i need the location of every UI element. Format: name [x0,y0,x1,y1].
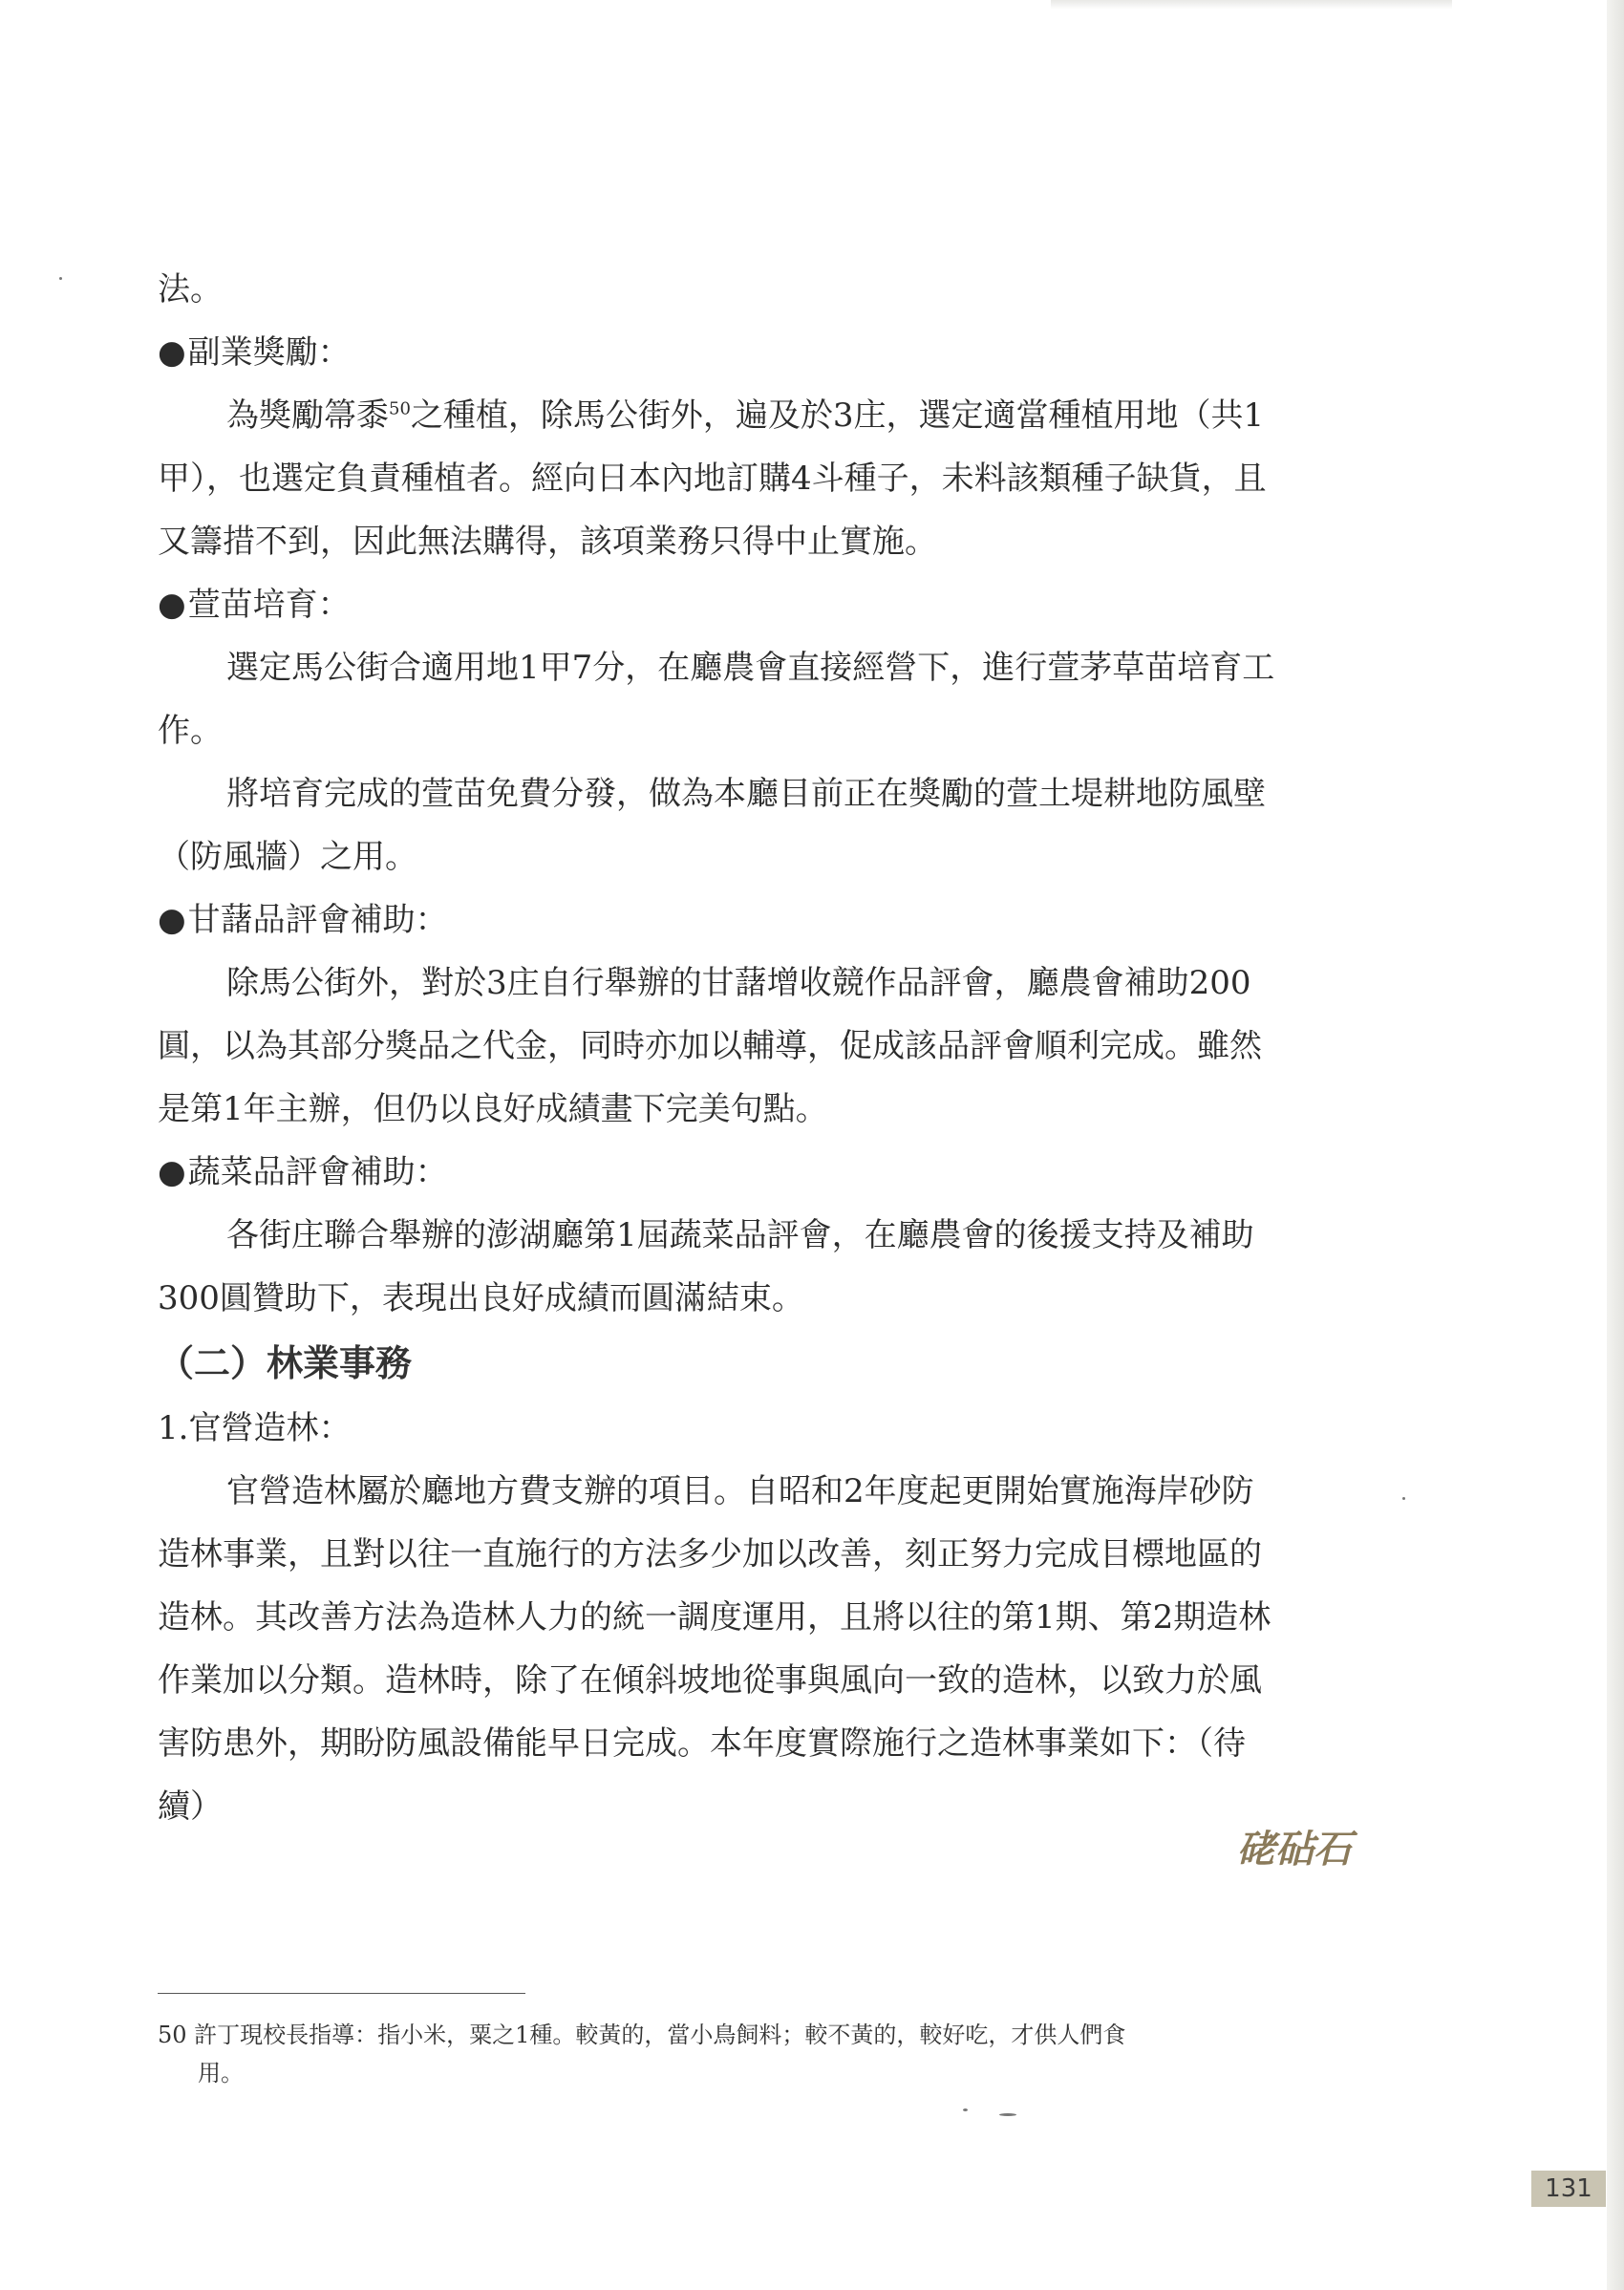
text-line: 又籌措不到，因此無法購得，該項業務只得中止實施。 [158,523,937,561]
section-heading-forestry: （二）林業事務 [158,1342,413,1384]
bullet-heading-vegetable: ●蔬菜品評會補助： [158,1153,448,1191]
footnote-line: 用。 [198,2060,244,2087]
bullet-heading-sweet-potato: ●甘藷品評會補助： [158,901,448,939]
scan-speck [1402,1497,1405,1500]
scan-speck [963,2108,968,2111]
subheading-official-afforestation: 1.官營造林： [158,1409,352,1447]
text-line: 造林事業，且對以往一直施行的方法多少加以改善，刻正努力完成目標地區的 [158,1535,1262,1573]
text-line: 300圓贊助下，表現出良好成績而圓滿結束。 [158,1279,804,1317]
scan-speck [999,2113,1016,2116]
bullet-icon: ● [158,586,186,624]
text-line: 將培育完成的萱苗免費分發，做為本廳目前正在獎勵的萱土堤耕地防風壁 [226,775,1266,813]
main-text [158,258,1371,1838]
scan-right-edge [1607,0,1624,2290]
bullet-icon: ● [158,1153,186,1191]
text-line: 作業加以分類。造林時，除了在傾斜坡地從事與風向一致的造林，以致力於風 [158,1661,1262,1700]
page-number: 131 [1531,2171,1606,2207]
text-line: （防風牆）之用。 [158,838,417,876]
text-line: 害防患外，期盼防風設備能早日完成。本年度實際施行之造林事業如下：（待 [158,1724,1246,1763]
text-line: 圓，以為其部分獎品之代金，同時亦加以輔導，促成該品評會順利完成。雖然 [158,1027,1262,1065]
text-line: 各街庄聯合舉辦的澎湖廳第1屆蔬菜品評會，在廳農會的後援支持及補助 [226,1216,1254,1254]
text-line: 除馬公街外，對於3庄自行舉辦的甘藷增收競作品評會，廳農會補助200 [226,964,1251,1002]
text-line: 是第1年主辦，但仍以良好成績畫下完美句點。 [158,1090,828,1128]
bullet-heading-side-business: ●副業獎勵： [158,333,351,372]
scan-speck [59,277,62,280]
text-line: 作。 [158,712,223,750]
footnote-line: 50 許丁現校長指導：指小米，粟之1種。較黃的，當小鳥飼料；較不黃的，較好吃，才供人們食 [158,2022,1126,2048]
footnote [158,2016,1371,2092]
text-line: 續） [158,1787,223,1826]
text-line: 法。 [158,270,223,309]
text-line: 選定馬公街合適用地1甲7分，在廳農會直接經營下，進行萱茅草苗培育工 [226,649,1275,687]
svg-text:硓砧石: 硓砧石 [1237,1827,1352,1872]
text-line: 官營造林屬於廳地方費支辦的項目。自昭和2年度起更開始實施海岸砂防 [226,1472,1254,1510]
text-line: 為獎勵箒黍$^{50}$之種植，除馬公街外，遍及於3庄，選定適當種植用地（共1 [226,396,1265,435]
calligraphy-seal-logo [1218,1820,1371,1877]
footnote-divider [158,1993,525,1994]
scan-top-shadow [1051,0,1452,10]
footnote-ref: 50 [389,398,411,419]
bullet-icon: ● [158,333,186,372]
text-line: 甲），也選定負責種植者。經向日本內地訂購4斗種子，未料該類種子缺貨，且 [158,460,1267,498]
bullet-icon: ● [158,901,186,939]
bullet-heading-seedling: ●萱苗培育： [158,586,351,624]
text-line: 造林。其改善方法為造林人力的統一調度運用，且將以往的第1期、第2期造林 [158,1598,1271,1637]
